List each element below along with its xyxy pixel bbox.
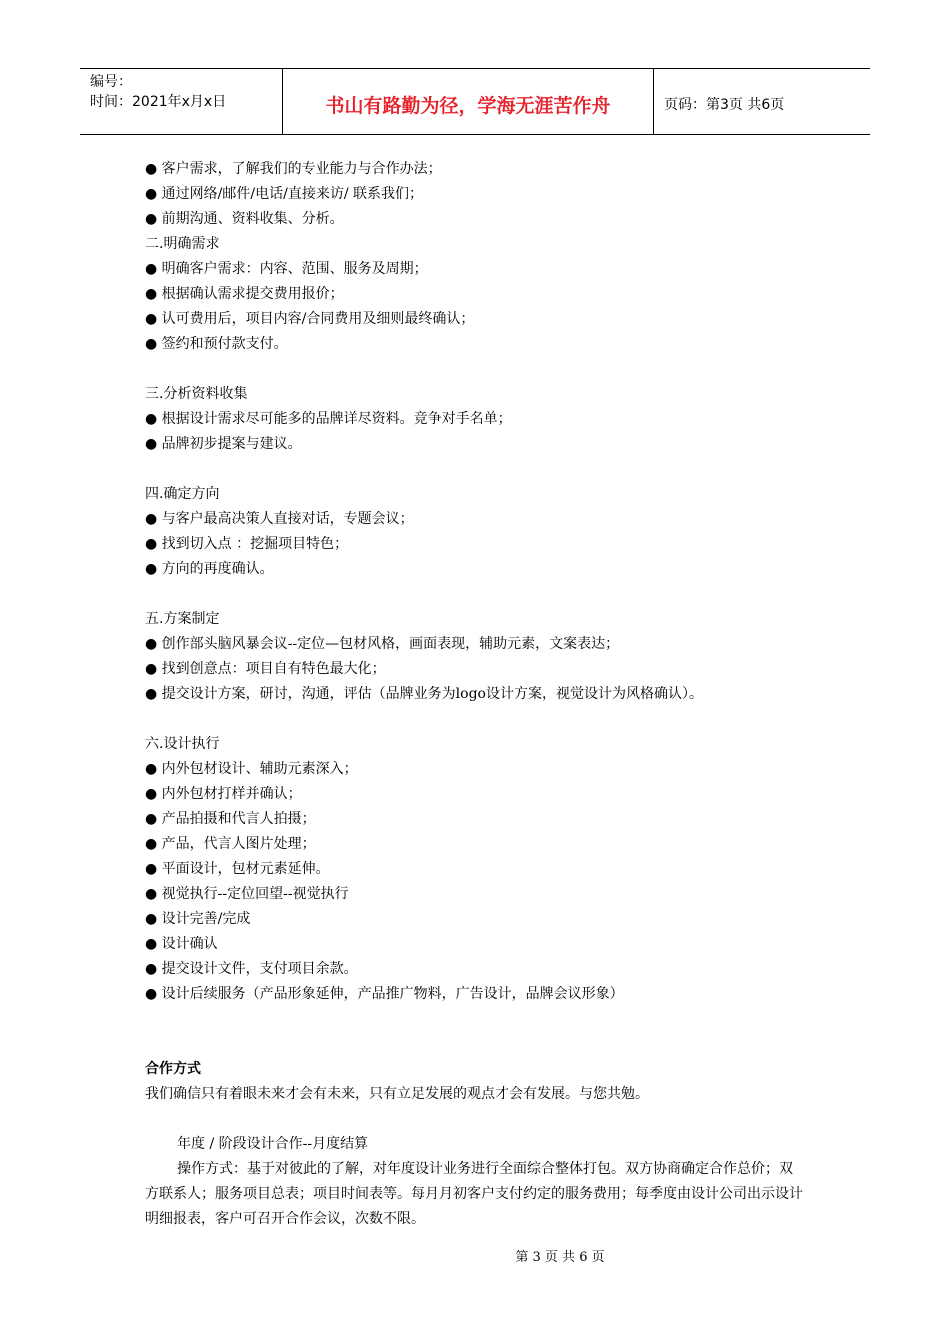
page-footer: 第 3 页 共 6 页 (515, 1250, 605, 1265)
spacer (145, 357, 825, 382)
spacer (145, 1007, 825, 1057)
list-item: ● 明确客户需求：内容、范围、服务及周期； (145, 261, 428, 277)
list-item: ● 内外包材设计、辅助元素深入； (145, 761, 358, 777)
list-item: ● 创作部头脑风暴会议--定位—包材风格，画面表现，辅助元素，文案表达； (145, 636, 620, 652)
cooperation-heading: 合作方式 (145, 1061, 201, 1077)
list-item: ● 根据设计需求尽可能多的品牌详尽资料。竞争对手名单； (145, 411, 512, 427)
page-header (80, 68, 870, 135)
list-item: ● 认可费用后，项目内容/合同费用及细则最终确认； (145, 311, 475, 327)
list-item: ● 找到创意点：项目自有特色最大化； (145, 661, 386, 677)
spacer (145, 1107, 825, 1132)
section-heading-5: 五.方案制定 (145, 611, 220, 627)
section-heading-2: 二.明确需求 (145, 236, 220, 252)
list-item: ● 产品，代言人图片处理； (145, 836, 316, 852)
spacer (145, 707, 825, 732)
list-item: ● 设计确认 (145, 936, 218, 952)
list-item: ● 平面设计，包材元素延伸。 (145, 861, 330, 877)
list-item: ● 设计完善/完成 (145, 911, 251, 927)
list-item: ● 通过网络/邮件/电话/直接来访/ 联系我们； (145, 186, 423, 202)
section-heading-4: 四.确定方向 (145, 486, 220, 502)
cooperation-paragraph: 操作方式：基于对彼此的了解，对年度设计业务进行全面综合整体打包。双方协商确定合作总价；双方联系人；服务项目总表；项目时间表等。每月月初客户支付约定的服务费用；每季度由设计公司出示设计明细报表，客户可召开合作会议，次数不限。 (145, 1161, 803, 1227)
list-item: ● 产品拍摄和代言人拍摄； (145, 811, 316, 827)
cooperation-intro: 我们确信只有着眼未来才会有未来，只有立足发展的观点才会有发展。与您共勉。 (145, 1086, 649, 1102)
list-item: ● 提交设计方案，研讨，沟通，评估（品牌业务为logo设计方案，视觉设计为风格确认）。 (145, 686, 703, 702)
section-heading-6: 六.设计执行 (145, 736, 220, 752)
spacer (145, 457, 825, 482)
header-page-number: 页码：第3页 共6页 (664, 96, 785, 113)
document-date-label: 时间：2021年x月x日 (90, 94, 227, 110)
header-page-cell (654, 69, 870, 134)
list-item: ● 视觉执行--定位回望--视觉执行 (145, 886, 349, 902)
list-item: ● 前期沟通、资料收集、分析。 (145, 211, 344, 227)
cooperation-subheading: 年度 / 阶段设计合作--月度结算 (177, 1136, 369, 1152)
header-slogan-cell (283, 69, 654, 134)
list-item: ● 方向的再度确认。 (145, 561, 274, 577)
list-item: ● 与客户最高决策人直接对话，专题会议； (145, 511, 414, 527)
list-item: ● 设计后续服务（产品形象延伸，产品推广物料，广告设计，品牌会议形象） (145, 986, 624, 1002)
list-item: ● 内外包材打样并确认； (145, 786, 302, 802)
header-slogan: 书山有路勤为径，学海无涯苦作舟 (325, 95, 611, 117)
list-item: ● 找到切入点 ：挖掘项目特色； (145, 536, 349, 552)
list-item: ● 提交设计文件，支付项目余款。 (145, 961, 358, 977)
list-item: ● 品牌初步提案与建议。 (145, 436, 302, 452)
document-number-label: 编号： (90, 74, 132, 90)
document-body (145, 157, 825, 1232)
list-item: ● 根据确认需求提交费用报价； (145, 286, 344, 302)
list-item: ● 签约和预付款支付。 (145, 336, 288, 352)
header-left-cell (80, 69, 283, 134)
spacer (145, 582, 825, 607)
section-heading-3: 三.分析资料收集 (145, 386, 248, 402)
list-item: ● 客户需求，了解我们的专业能力与合作办法； (145, 161, 442, 177)
